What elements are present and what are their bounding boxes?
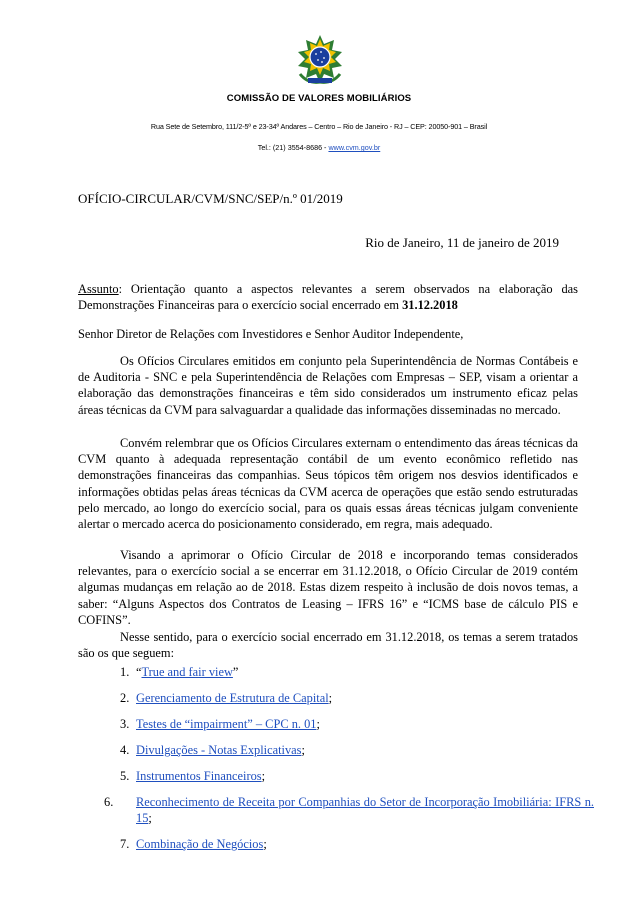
topic-item [104,794,594,826]
subject-label: Assunto [78,282,119,296]
topic-number: 6. [104,795,114,809]
paragraph: Visando a aprimorar o Ofício Circular de 2018 e incorporando temas considerados relevantes, para o exercício social a se encerrar em 31.12.2018, o Ofício Circular de 2019 contém algumas mudanças em relação ao de 2018. Estas dizem respeito à inclusão de dois novos temas, a saber: “Alguns Aspectos dos Contratos de Leasing – IFRS 16” e “ICMS base de cálculo PIS e COFINS”. [78,548,578,627]
topic-number: 7. [120,837,130,851]
subject-text: : Orientação quanto a aspectos relevantes a serem observados na elaboração das Demonstrações Financeiras para o exercício social encerrado em [78,282,578,313]
topic-link[interactable]: True and fair view [141,665,233,679]
topic-link[interactable]: Reconhecimento de Receita por Companhias do Setor de Incorporação Imobiliária: IFRS n. 15 [136,795,594,826]
topic-number: 1. [120,665,130,679]
topic-suffix: ; [316,717,320,731]
topic-number: 5. [120,769,130,783]
subject-date: 31.12.2018 [402,298,458,313]
organization-address: Rua Sete de Setembro, 111/2-5º e 23-34º Andares – Centro – Rio de Janeiro - RJ – CEP: 20050-901 – Brasil [150,122,488,131]
organization-contact [0,143,638,152]
topic-suffix: ; [148,811,152,826]
topic-prefix: “ [136,665,142,679]
topic-link[interactable]: Instrumentos Financeiros [136,769,262,783]
topic-link[interactable]: Testes de “impairment” – CPC n. 01 [136,717,317,731]
topic-link[interactable]: Combinação de Negócios [136,837,264,851]
topic-item [120,664,578,680]
topic-item [120,690,578,706]
letter-date: Rio de Janeiro, 11 de janeiro de 2019 [365,235,559,250]
topic-item [120,716,578,732]
topic-item [120,742,578,758]
topic-item [120,768,578,784]
topic-number: 3. [120,717,130,731]
letter-greeting: Senhor Diretor de Relações com Investidores e Senhor Auditor Independente, [78,327,464,341]
brazil-coat-of-arms-icon [294,34,346,86]
organization-name: COMISSÃO DE VALORES MOBILIÁRIOS [226,93,412,104]
topic-number: 4. [120,743,130,757]
paragraph: Os Ofícios Circulares emitidos em conjunto pela Superintendência de Normas Contábeis e de Auditoria - SNC e pela Superintendência de Relações com Empresas – SEP, visam a orientar a elaboração das demonstrações financeiras e têm sido considerados um instrumento eficaz pelas áreas técnicas da CVM para salvaguardar a qualidade das informações disseminadas no mercado. [78,354,578,417]
topic-suffix: ; [328,691,333,705]
topic-number: 2. [120,691,130,705]
topic-link[interactable]: Gerenciamento de Estrutura de Capital [136,691,329,705]
topic-item [120,836,578,852]
telephone: Tel.: (21) 3554-8686 - [257,143,329,152]
topic-suffix: ” [232,665,239,679]
paragraph: Convém relembrar que os Ofícios Circulares externam o entendimento das áreas técnicas da CVM quanto à adequada representação contábil de um evento econômico refletido nas demonstrações financeiras das companhias. Seus tópicos têm origem nos desvios identificados e informações obtidas pelas áreas técnicas da CVM acerca de operações que estão sendo estruturadas pelo mercado, ao longo do exercício social, para os quais essas áreas técnicas julgam conveniente alertar o mercado acerca do posicionamento considerado, em regra, mais adequado. [78,436,578,532]
topic-suffix: ; [301,743,305,757]
paragraph: Nesse sentido, para o exercício social encerrado em 31.12.2018, os temas a serem tratados são os que seguem: [78,630,578,661]
letter-reference: OFÍCIO-CIRCULAR/CVM/SNC/SEP/n.º 01/2019 [78,191,343,206]
topic-suffix: ; [261,769,266,783]
website-link[interactable]: www.cvm.gov.br [328,143,381,152]
topic-suffix: ; [263,837,267,851]
letter-subject [78,281,578,313]
topic-link[interactable]: Divulgações - Notas Explicativas [136,743,302,757]
